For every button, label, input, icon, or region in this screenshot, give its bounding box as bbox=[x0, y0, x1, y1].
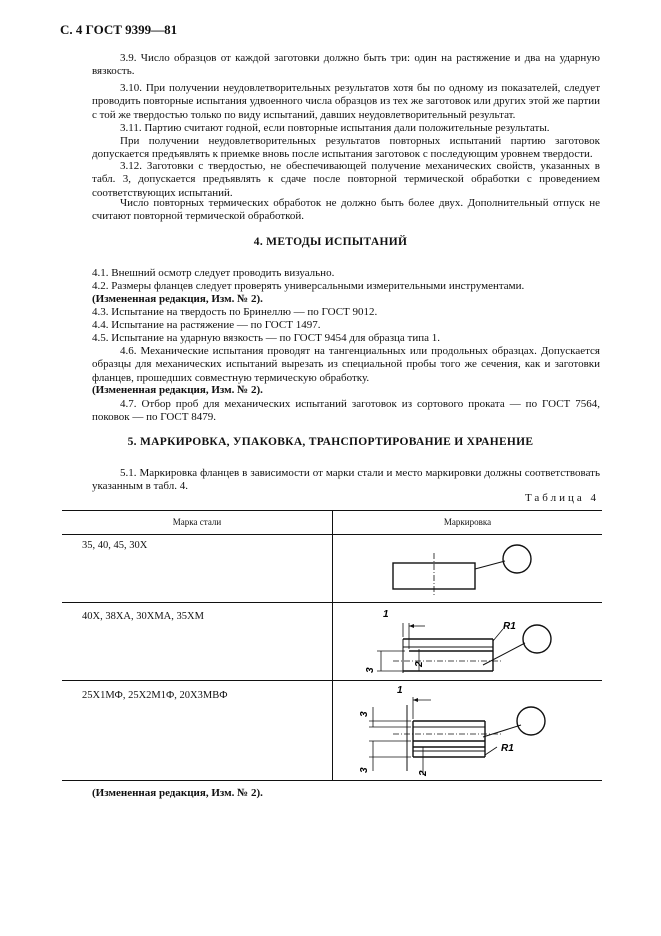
edit-note-2: (Измененная редакция, Изм. № 2). bbox=[92, 384, 263, 396]
marking-drawing-2 bbox=[333, 603, 602, 680]
marking-drawing-1 bbox=[333, 535, 602, 602]
dim1-arrow bbox=[409, 624, 414, 628]
table-cell-steel-1: 35, 40, 45, 30Х bbox=[82, 540, 148, 551]
section-5-title: 5. МАРКИРОВКА, УПАКОВКА, ТРАНСПОРТИРОВАНИЕ И ХРАНЕНИЕ bbox=[127, 436, 534, 448]
radius-leader bbox=[493, 629, 503, 641]
table-cell-steel-3: 25Х1МФ, 25Х2М1Ф, 20Х3МВФ bbox=[82, 690, 228, 701]
paragraph-3-11: 3.11. Партию считают годной, если повторные испытания дали положительные результаты. bbox=[120, 122, 550, 134]
paragraph-4-5: 4.5. Испытание на ударную вязкость — по ГОСТ 9454 для образца типа 1. bbox=[92, 332, 441, 344]
dim-label-3a: 3 bbox=[359, 711, 370, 717]
paragraph-4-2: 4.2. Размеры фланцев следует проверять универсальными измерительными инструментами. bbox=[92, 280, 525, 292]
table-header-steel: Марка стали bbox=[172, 517, 222, 527]
paragraph-4-1: 4.1. Внешний осмотр следует проводить визуально. bbox=[92, 267, 335, 279]
marking-circle-1 bbox=[503, 545, 531, 573]
dim-label-3b: 3 bbox=[359, 767, 370, 773]
edit-note-1: (Измененная редакция, Изм. № 2). bbox=[92, 293, 263, 305]
footer-edit-note: (Измененная редакция, Изм. № 2). bbox=[92, 787, 263, 799]
table-header-marking: Маркировка bbox=[443, 517, 492, 527]
section-4-title: 4. МЕТОДЫ ИСПЫТАНИЙ bbox=[253, 236, 408, 248]
marking-circle-2 bbox=[523, 625, 551, 653]
paragraph-3-11-continued: При получении неудовлетворительных результатов повторных испытаний партию заготовок допускается предъявлять к приемке вновь после испытания заготовок с последующим уровнем твердости. bbox=[92, 135, 600, 161]
radius-leader-3 bbox=[485, 747, 497, 755]
leader-line-2 bbox=[483, 643, 525, 665]
leader-line-1 bbox=[475, 561, 505, 569]
dim-label-2: 2 bbox=[414, 661, 425, 667]
paragraph-4-7: 4.7. Отбор проб для механических испытаний заготовок из сортового проката — по ГОСТ 7564, поковок — по ГОСТ 8479. bbox=[92, 398, 600, 424]
page-header: С. 4 ГОСТ 9399—81 bbox=[60, 22, 178, 37]
paragraph-3-9: 3.9. Число образцов от каждой заготовки должно быть три: один на растяжение и два на ударную вязкость. bbox=[92, 52, 600, 78]
dim-label-2-row3: 2 bbox=[418, 770, 429, 776]
paragraph-5-1: 5.1. Маркировка фланцев в зависимости от марки стали и место маркировки должны соответствовать указанным в табл. 4. bbox=[92, 467, 600, 493]
paragraph-4-6: 4.6. Механические испытания проводят на тангенциальных или продольных образцах. Допускается образцы для механических испытаний вырезать из специальной пробы того же сечения, как и заготовки фланцев, прошедших совместную термическую обработку. bbox=[92, 345, 600, 384]
paragraph-3-10: 3.10. При получении неудовлетворительных результатов хотя бы по одному из показателей, следует проводить повторные испытания удвоенного числа образцов из тех же заготовок или других этой же партии с той же твердостью только по виду испытаний, давших неудовлетворительный результат. bbox=[92, 82, 600, 121]
paragraph-3-12: 3.12. Заготовки с твердостью, не обеспечивающей получение механических свойств, указанных в табл. 3, допускается предъявлять к сдаче после повторной термической обработки с проведением соответствующих испытаний. bbox=[92, 160, 600, 199]
dim-label-r1-row3: R1 bbox=[501, 743, 514, 754]
table-caption: Таблица 4 bbox=[524, 492, 599, 504]
marking-drawing-3 bbox=[333, 681, 602, 780]
dim-label-1-row3: 1 bbox=[397, 685, 403, 696]
marking-circle-3 bbox=[517, 707, 545, 735]
leader-line-3 bbox=[483, 725, 521, 737]
dim-label-3: 3 bbox=[365, 667, 376, 673]
paragraph-4-4: 4.4. Испытание на растяжение — по ГОСТ 1497. bbox=[92, 319, 321, 331]
table-bottom-rule bbox=[62, 780, 602, 781]
paragraph-3-12-continued: Число повторных термических обработок не должно быть более двух. Дополнительный отпуск не считают повторной термической обработкой. bbox=[92, 197, 600, 223]
dim-label-r1: R1 bbox=[503, 621, 516, 632]
dim1-arrow-3 bbox=[413, 698, 418, 702]
paragraph-4-3: 4.3. Испытание на твердость по Бринеллю — по ГОСТ 9012. bbox=[92, 306, 378, 318]
dim-label-1: 1 bbox=[383, 609, 389, 620]
table-cell-steel-2: 40Х, 38ХА, 30ХМА, 35ХМ bbox=[82, 611, 204, 622]
